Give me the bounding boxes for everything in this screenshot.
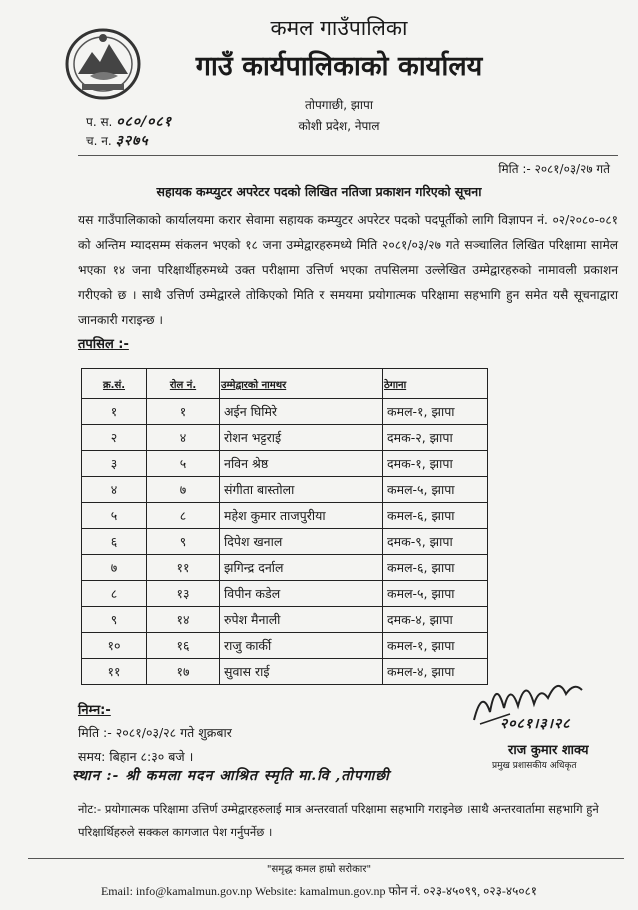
office-location: तोपगाछी, झापा [305,98,373,112]
cell-roll: १७ [147,659,220,685]
cell-name: अईन घिमिरे [220,399,383,425]
notice-subject: सहायक कम्प्युटर अपरेटर पदको लिखित नतिजा प्रकाशन गरिएको सूचना [156,184,482,199]
cell-roll: ९ [147,529,220,555]
cell-serial: ११ [82,659,147,685]
chalani-value: ३२७५ [115,133,149,149]
cell-roll: ४ [147,425,220,451]
cell-serial: ४ [82,477,147,503]
patra-label: प. स. [86,115,113,129]
cell-roll: १४ [147,607,220,633]
results-table [81,368,488,685]
table-row [82,607,488,633]
practical-date: मिति :- २०८१/०३/२८ गते शुक्रबार [78,725,232,740]
notice-body: यस गाउँपालिकाको कार्यालयमा करार सेवामा सहायक कम्प्युटर अपरेटर पदको पदपूर्तीको लागि विज्ञापन नं. ०२/२०८०-०८१ को अन्तिम म्यादसम्म संकलन भएको १८ जना उम्मेद्वारहरुमध्ये मिति २०८१/०३/२७ गते सञ्चालित लिखित परिक्षामा सामेल भएका १४ जना परिक्षार्थीहरुमध्ये उक्त परीक्षामा उत्तिर्ण भएका तपसिलमा उल्लेखित उम्मेद्वारहरुको नामावली प्रकाशन गरीएको छ । साथै उत्तिर्ण उम्मेद्वारले तोकिएको मिति र समयमा प्रयोगात्मक परिक्षामा सहभागि हुन समेत यसै सूचनाद्वारा जानकारी गराइन्छ । [78,213,618,327]
cell-name: दिपेश खनाल [220,529,383,555]
cell-address: कमल-५, झापा [383,477,488,503]
footer-divider [28,858,624,859]
municipality-name: कमल गाउँपालिका [270,16,408,40]
cell-roll: ७ [147,477,220,503]
cell-address: कमल-१, झापा [383,399,488,425]
cell-roll: १ [147,399,220,425]
footer-slogan: "समृद्ध कमल हाम्रो सरोकार" [266,864,372,875]
signatory-name: राज कुमार शाक्य [508,743,589,758]
cell-name: रुपेश मैनाली [220,607,383,633]
chalani-label: च. न. [86,134,112,148]
col-roll: रोल नं. [147,369,220,399]
cell-serial: १ [82,399,147,425]
table-row [82,555,488,581]
table-row [82,503,488,529]
tapsil-heading: तपसिल :- [78,337,129,352]
table-header-row [82,369,488,399]
cell-name: विपीन कडेल [220,581,383,607]
practical-place: स्थान :- श्री कमला मदन आश्रित स्मृति मा.वि ,तोपगाछी [72,768,390,784]
table-row [82,581,488,607]
cell-roll: ११ [147,555,220,581]
table-row [82,529,488,555]
cell-roll: ८ [147,503,220,529]
table-row [82,659,488,685]
cell-roll: १३ [147,581,220,607]
cell-name: रोशन भट्टराई [220,425,383,451]
cell-address: कमल-४, झापा [383,659,488,685]
cell-serial: ५ [82,503,147,529]
table-row [82,399,488,425]
cell-serial: ३ [82,451,147,477]
cell-address: कमल-१, झापा [383,633,488,659]
cell-serial: ९ [82,607,147,633]
cell-name: महेश कुमार ताजपुरीया [220,503,383,529]
cell-name: नविन श्रेष्ठ [220,451,383,477]
practical-time: समय: बिहान ८:३० बजे । [78,749,194,764]
cell-address: कमल-५, झापा [383,581,488,607]
cell-address: दमक-४, झापा [383,607,488,633]
patra-sankhya [86,112,172,131]
table-row [82,477,488,503]
office-title: गाउँ कार्यपालिकाको कार्यालय [195,51,483,82]
cell-name: राजु कार्की [220,633,383,659]
cell-serial: २ [82,425,147,451]
cell-roll: १६ [147,633,220,659]
cell-address: दमक-९, झापा [383,529,488,555]
cell-address: दमक-२, झापा [383,425,488,451]
col-name: उम्मेद्वारको नामथर [220,369,383,399]
cell-serial: ७ [82,555,147,581]
cell-address: दमक-१, झापा [383,451,488,477]
cell-serial: ६ [82,529,147,555]
table-row [82,633,488,659]
cell-address: कमल-६, झापा [383,555,488,581]
office-province: कोशी प्रदेश, नेपाल [298,119,380,133]
cell-name: संगीता बास्तोला [220,477,383,503]
header-divider [78,155,618,156]
signatory-designation: प्रमुख प्रशासकीय अधिकृत [492,761,577,771]
chalani-number [86,131,149,150]
notice-note: नोट:- प्रयोगात्मक परिक्षामा उत्तिर्ण उम्मेद्वारहरुलाई मात्र अन्तरवार्ता परिक्षामा सहभागि गराइनेछ ।साथै अन्तरवार्तामा सहभागि हुने परिक्षार्थिहरुले सक्कल कागजात पेश गर्नुपर्नेछ । [78,802,599,839]
footer-contact: Email: info@kamalmun.gov.np Website: kamalmun.gov.np फोन नं. ०२३-४५०९९, ०२३-४५०८१ [100,884,538,898]
patra-value: ०८०/०८१ [116,114,172,130]
cell-name: सुवास राई [220,659,383,685]
practical-heading: निम्न:- [78,703,111,718]
table-row [82,425,488,451]
notice-date: मिति :- २०८१/०३/२७ गते [498,162,610,176]
cell-roll: ५ [147,451,220,477]
cell-name: झगिन्द्र दर्नाल [220,555,383,581]
col-address: ठेगाना [383,369,488,399]
cell-serial: ८ [82,581,147,607]
col-serial: क्र.सं. [82,369,147,399]
cell-serial: १० [82,633,147,659]
table-row [82,451,488,477]
cell-address: कमल-६, झापा [383,503,488,529]
signature-date: २०८१।३।२८ [500,716,571,732]
